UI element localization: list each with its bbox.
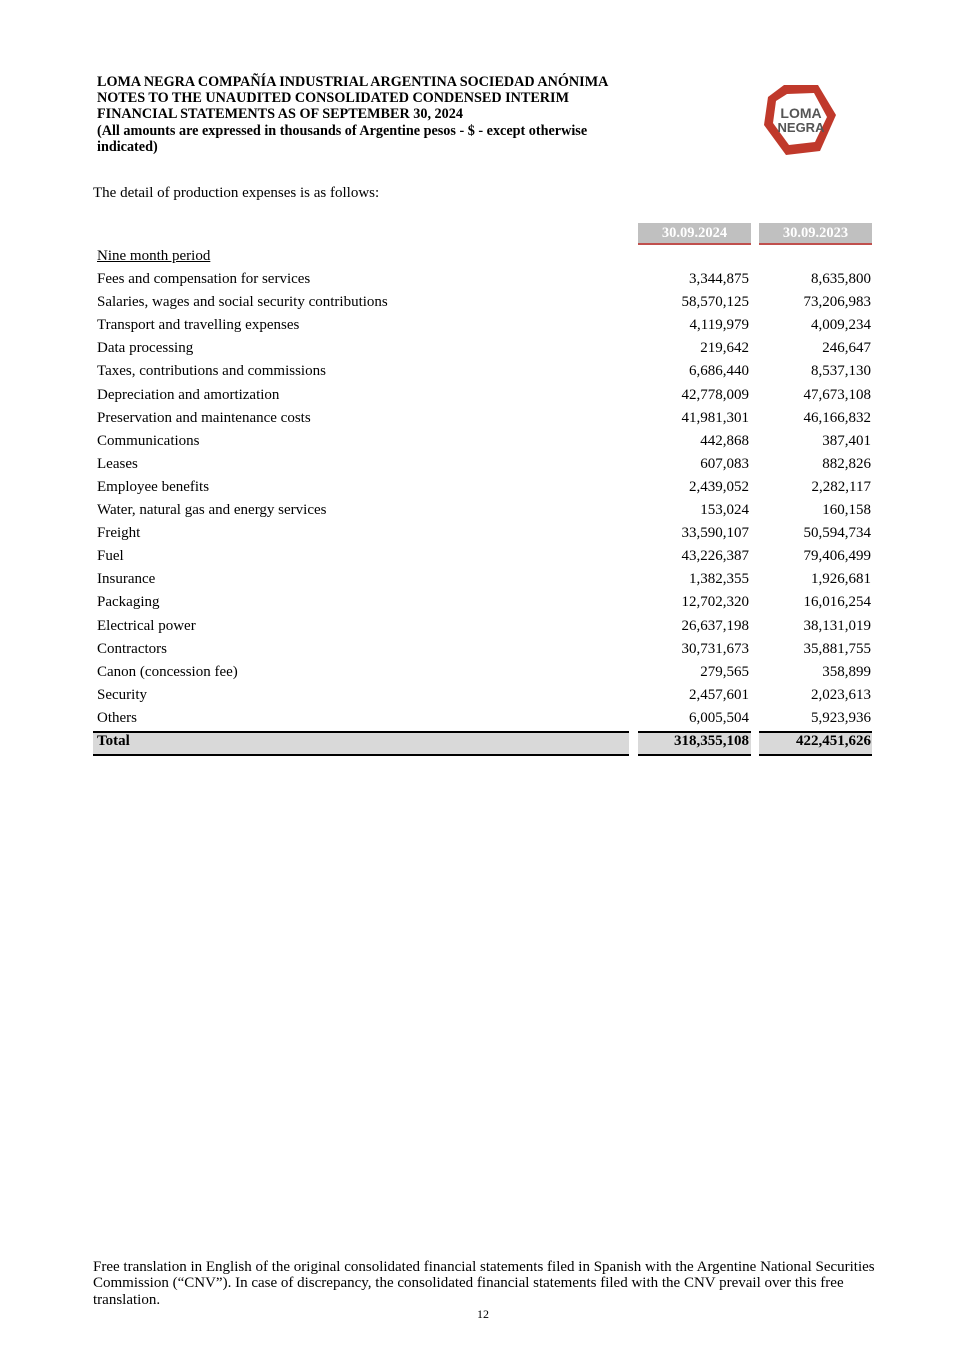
row-value-2023: 8,537,130 [811,363,871,380]
table-row [93,430,873,453]
table-row [93,615,873,638]
table-row [93,499,873,522]
row-value-2024: 2,457,601 [689,686,749,703]
table-row [93,591,873,614]
row-value-2023: 387,401 [822,432,871,449]
row-label: Insurance [97,571,156,588]
total-label-bg [93,731,629,756]
logo-text-1: LOMA [780,105,822,121]
row-label: Electrical power [97,617,196,634]
table-row [93,337,873,360]
total-2024: 318,355,108 [674,733,749,749]
row-value-2023: 35,881,755 [803,640,871,657]
row-value-2023: 38,131,019 [803,617,871,634]
row-label: Depreciation and amortization [97,386,280,403]
row-value-2024: 442,868 [700,432,749,449]
row-value-2023: 50,594,734 [803,525,871,542]
logo-text-2: NEGRA [777,120,825,135]
row-value-2024: 6,686,440 [689,363,749,380]
column-header-2024: 30.09.2024 [638,223,751,245]
row-value-2024: 2,439,052 [689,478,749,495]
row-value-2023: 246,647 [822,340,871,357]
row-value-2023: 1,926,681 [811,571,871,588]
loma-negra-logo [760,81,838,159]
table-row [93,568,873,591]
document-header [97,74,717,155]
table-row [93,407,873,430]
row-value-2024: 1,382,355 [689,571,749,588]
row-value-2023: 73,206,983 [803,294,871,311]
table-row [93,684,873,707]
total-2023: 422,451,626 [796,733,871,749]
row-value-2024: 43,226,387 [681,548,749,565]
header-line-2: NOTES TO THE UNAUDITED CONSOLIDATED CONDENSED INTERIM [97,90,569,107]
row-value-2023: 2,282,117 [811,478,871,495]
table-row [93,291,873,314]
row-label: Preservation and maintenance costs [97,409,311,426]
row-label: Others [97,709,137,726]
row-value-2023: 358,899 [822,663,871,680]
row-label: Fees and compensation for services [97,271,311,287]
footer-disclaimer: Free translation in English of the original consolidated financial statements filed in Spanish with the Argentine National Securities Commission (“CNV”). In case of discrepancy, the consolidated financial statements filed with the CNV prevail over this free translation. [93,1259,875,1308]
table-row [93,314,873,337]
row-value-2023: 882,826 [822,455,871,472]
row-label: Taxes, contributions and commissions [97,363,326,380]
row-value-2024: 153,024 [700,502,749,518]
section-label: Nine month period [97,248,211,264]
row-label: Employee benefits [97,478,210,495]
row-label: Freight [97,525,141,542]
row-value-2023: 5,923,936 [811,709,871,726]
row-label: Data processing [97,340,194,357]
row-label: Leases [97,455,138,472]
row-label: Fuel [97,548,124,565]
row-value-2024: 4,119,979 [689,317,749,334]
intro-text: The detail of production expenses is as follows: [93,185,380,201]
row-value-2023: 16,016,254 [803,594,871,611]
row-value-2024: 42,778,009 [681,386,749,403]
table-row [93,661,873,684]
table-row [93,707,873,730]
header-line-5: indicated) [97,138,158,155]
row-value-2024: 58,570,125 [681,294,749,311]
total-label: Total [97,733,130,749]
row-value-2024: 6,005,504 [689,709,749,726]
page-number: 12 [477,1307,489,1321]
row-value-2024: 33,590,107 [681,525,749,542]
table-row [93,476,873,499]
row-label: Packaging [97,594,160,611]
row-value-2024: 607,083 [700,455,749,472]
row-label: Communications [97,432,200,449]
row-label: Transport and travelling expenses [97,317,300,334]
company-name: LOMA NEGRA COMPAÑÍA INDUSTRIAL ARGENTINA SOCIEDAD ANÓNIMA [97,74,609,90]
row-value-2024: 12,702,320 [681,594,749,611]
column-header-2023: 30.09.2023 [759,223,872,245]
row-label: Security [97,686,147,703]
table-row [93,384,873,407]
table-row [93,453,873,476]
header-line-4: (All amounts are expressed in thousands of Argentine pesos - $ - except otherwise [97,122,588,139]
table-row [93,522,873,545]
row-value-2023: 2,023,613 [811,686,871,703]
table-row [93,268,873,291]
total-row [93,731,873,754]
header-line-3: FINANCIAL STATEMENTS AS OF SEPTEMBER 30, 2024 [97,106,463,123]
row-value-2024: 3,344,875 [689,271,749,287]
row-label: Contractors [97,640,167,657]
row-value-2023: 79,406,499 [803,548,871,565]
table-row [93,545,873,568]
table-row [93,360,873,383]
row-value-2023: 47,673,108 [803,386,871,403]
row-label: Salaries, wages and social security contributions [97,294,388,311]
row-value-2024: 41,981,301 [681,409,749,426]
row-value-2024: 279,565 [700,663,749,680]
row-value-2023: 4,009,234 [811,317,871,334]
row-value-2023: 160,158 [822,502,871,518]
row-value-2024: 30,731,673 [681,640,749,657]
row-label: Water, natural gas and energy services [97,502,327,518]
section-row [93,245,873,268]
row-value-2023: 46,166,832 [803,409,871,426]
row-value-2024: 219,642 [700,340,749,357]
table-row [93,638,873,661]
row-value-2023: 8,635,800 [811,271,871,287]
row-value-2024: 26,637,198 [681,617,749,634]
row-label: Canon (concession fee) [97,663,238,680]
